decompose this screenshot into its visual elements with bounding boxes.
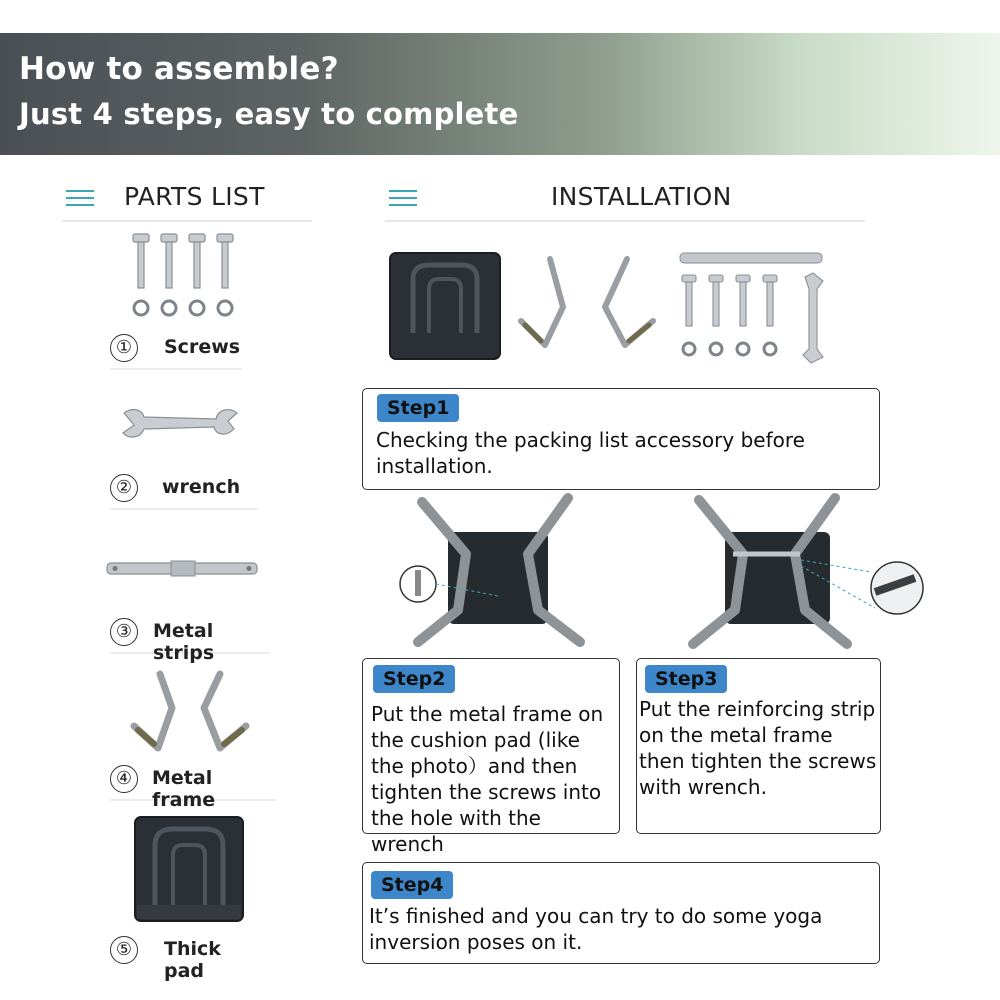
- step2-box: [362, 658, 620, 856]
- installation-title: INSTALLATION: [551, 182, 732, 211]
- step2-text: Put the metal frame on the cushion pad (like the photo）and then tighten the screws into the hole with the wrench: [371, 702, 604, 856]
- step3-image: [675, 492, 930, 652]
- step4-text: It’s finished and you can try to do some yoga inversion poses on it.: [369, 904, 823, 954]
- step3-box: [636, 658, 881, 834]
- step2-image: [398, 492, 598, 652]
- menu-icon: [389, 190, 417, 206]
- parts-list-title: PARTS LIST: [124, 182, 265, 211]
- part-number: ⑤: [110, 936, 138, 964]
- step1-text: Checking the packing list accessory before installation.: [376, 428, 805, 478]
- banner-title: How to assemble?: [19, 51, 339, 87]
- header-banner: [0, 33, 1000, 155]
- part-row-screws: [110, 334, 242, 370]
- step3-text: Put the reinforcing strip on the metal frame then tighten the screws with wrench.: [639, 697, 877, 799]
- part-label: Metal frame: [152, 767, 216, 811]
- step1-badge: Step1: [377, 394, 459, 422]
- menu-icon: [66, 190, 94, 206]
- part-number: ④: [110, 765, 138, 793]
- part-label: Thick pad: [164, 938, 221, 982]
- part-label: Screws: [164, 336, 241, 358]
- installation-header: [385, 182, 865, 222]
- wrench-image: [120, 405, 240, 445]
- thick-pad-image: [133, 815, 245, 923]
- step4-badge: Step4: [371, 871, 453, 899]
- part-label: Metal strips: [153, 620, 215, 664]
- part-label: wrench: [162, 476, 241, 498]
- part-row-metal-strips: [110, 618, 270, 664]
- part-row-metal-frame: [110, 765, 276, 811]
- packing-list-image: [385, 245, 835, 367]
- part-number: ①: [110, 334, 138, 362]
- part-row-thick-pad: [110, 936, 260, 982]
- part-number: ③: [110, 618, 138, 646]
- metal-strip-image: [105, 558, 260, 580]
- step1-box: [362, 388, 880, 490]
- screws-image: [125, 232, 245, 322]
- metal-frame-image: [128, 668, 254, 756]
- step3-badge: Step3: [645, 665, 727, 693]
- step4-box: [362, 862, 880, 964]
- parts-list-header: [62, 182, 312, 222]
- step2-badge: Step2: [373, 665, 455, 693]
- part-row-wrench: [110, 474, 258, 510]
- banner-subtitle: Just 4 steps, easy to complete: [19, 97, 519, 131]
- part-number: ②: [110, 474, 138, 502]
